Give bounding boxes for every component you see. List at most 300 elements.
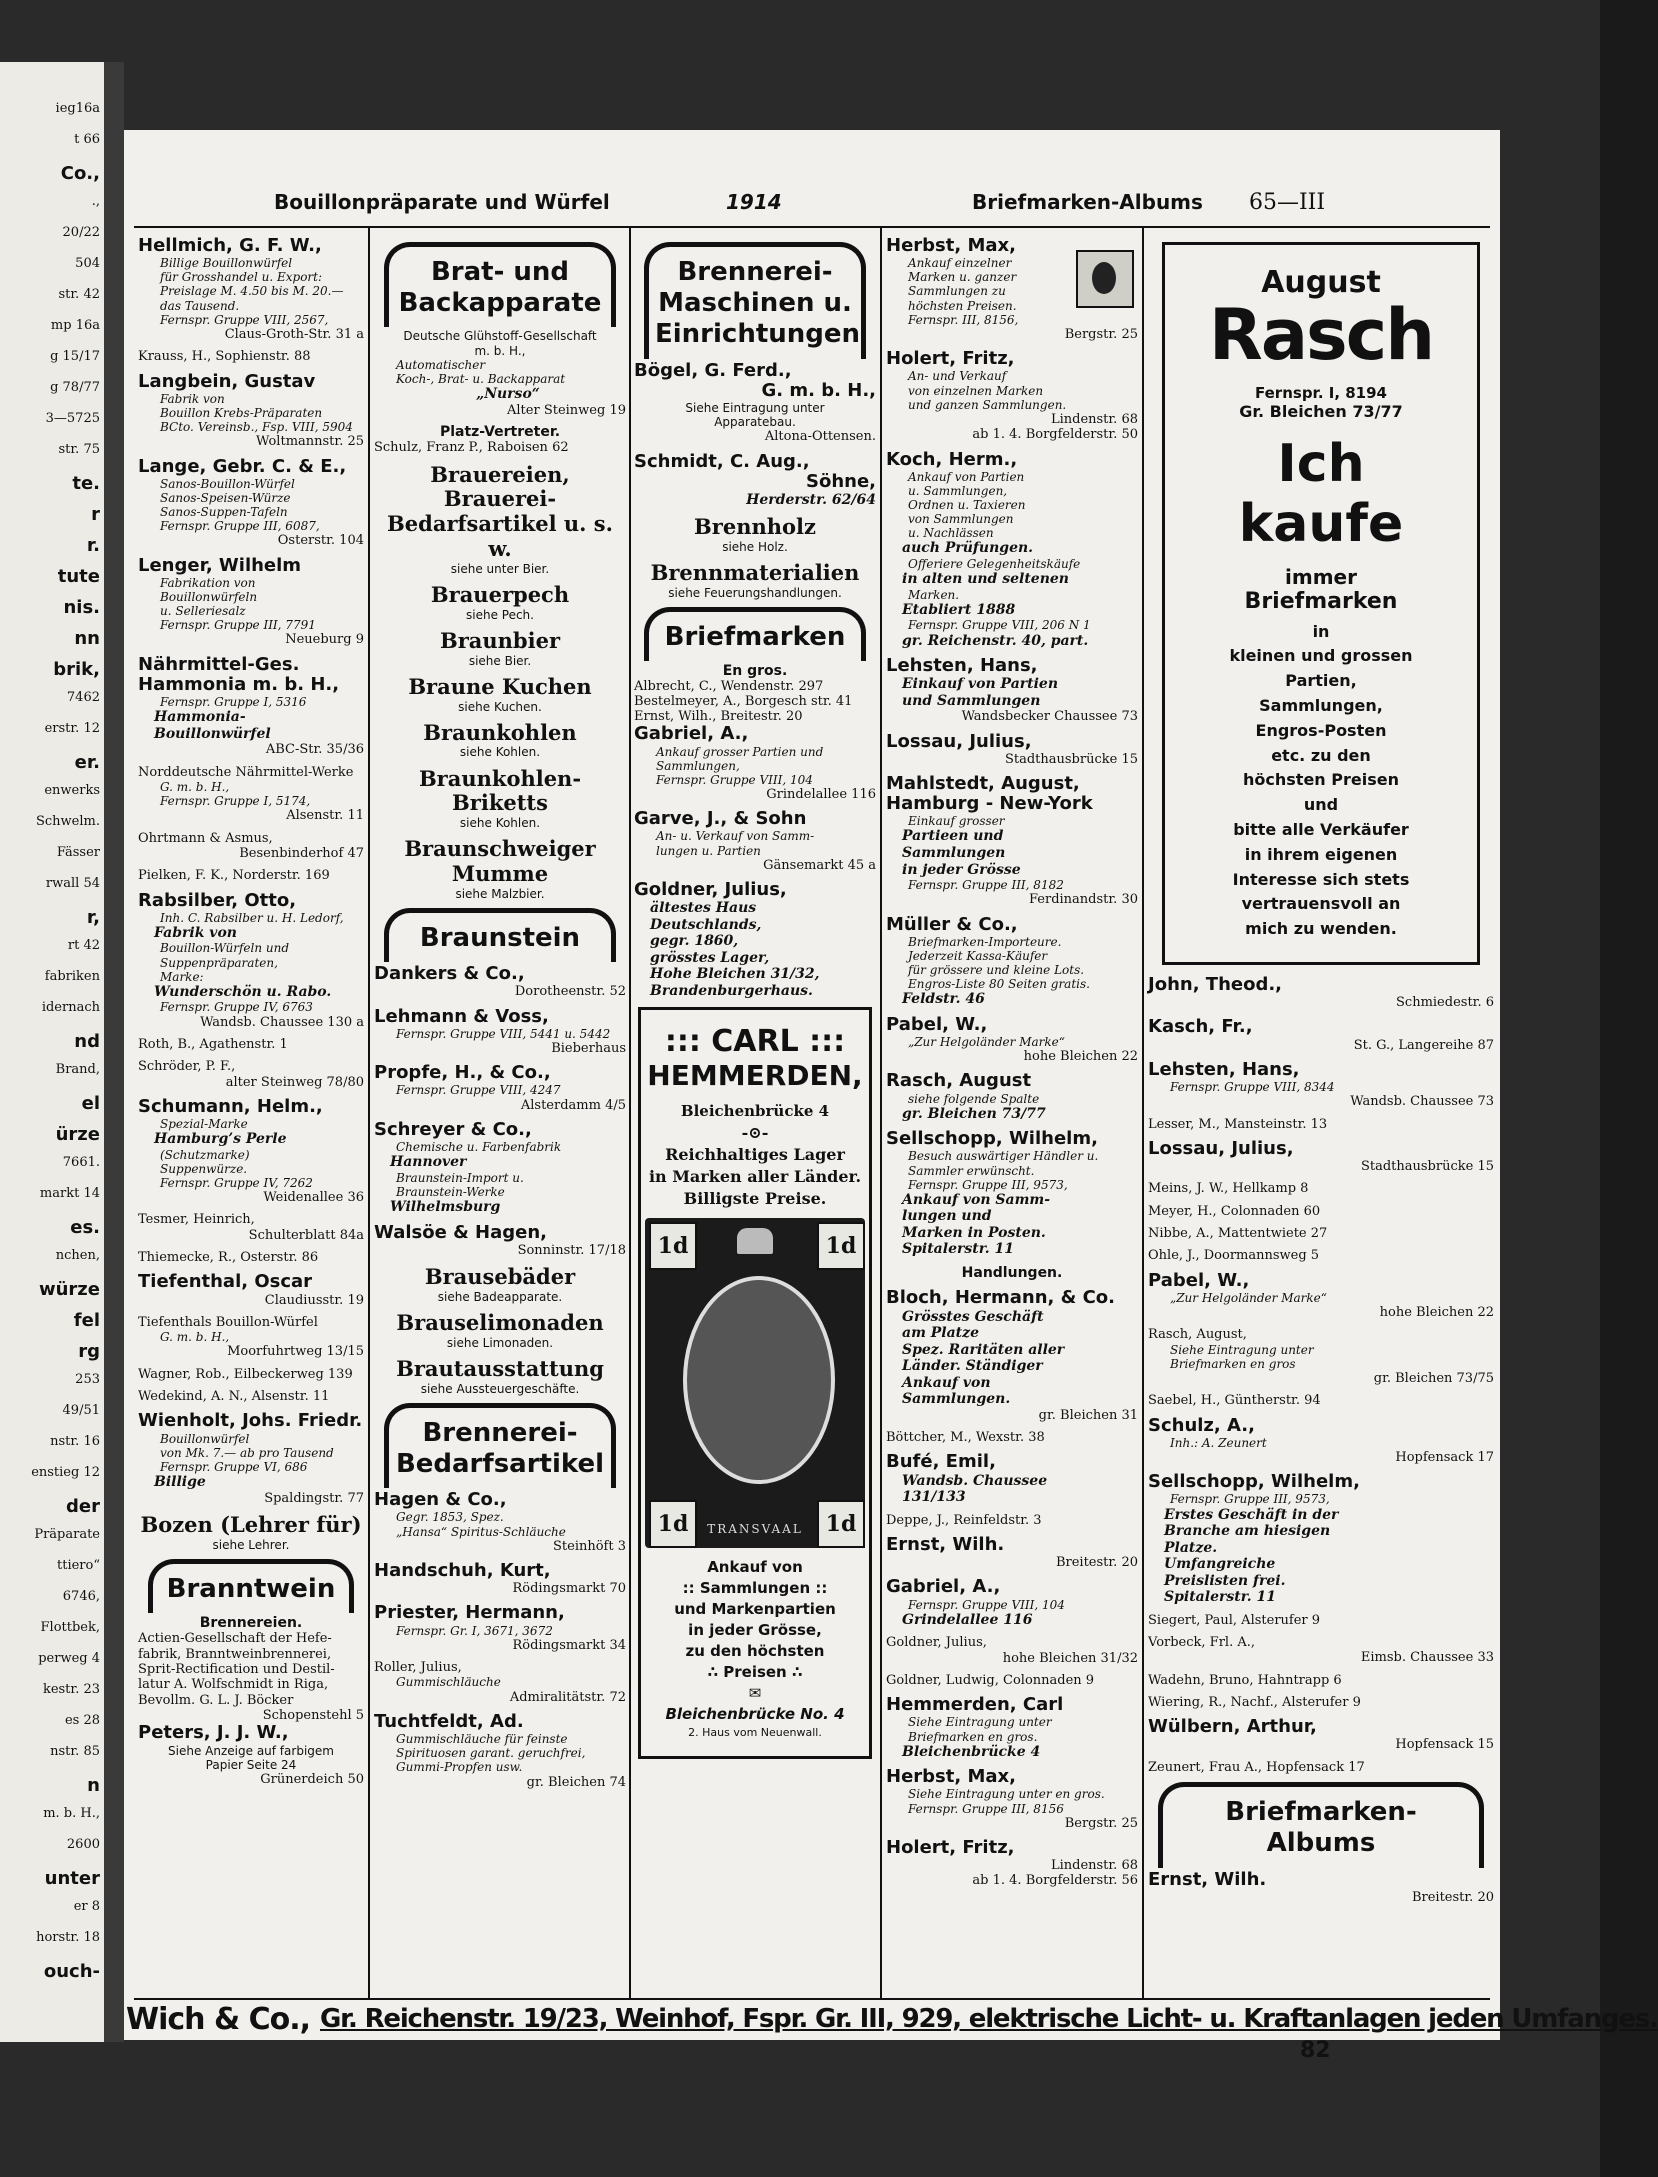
left-page-text: enstieg 12 bbox=[31, 1465, 100, 1480]
entry-highlight: Billige bbox=[154, 1474, 206, 1491]
entry-text: Lesser, M., Mansteinstr. 13 bbox=[1148, 1116, 1328, 1132]
entry-address: Wandsb. Chaussee 130 a bbox=[200, 1014, 364, 1030]
entry-address: gr. Bleichen 31 bbox=[1038, 1407, 1138, 1423]
entry-address: Grindelallee 116 bbox=[766, 787, 876, 802]
directory-entry bbox=[374, 1490, 626, 1554]
entry-highlight: Bleichenbrücke 4 bbox=[902, 1743, 1041, 1760]
directory-entry bbox=[1148, 1416, 1494, 1466]
directory-entry bbox=[374, 1712, 626, 1790]
entry-detail: Briefmarken en gros bbox=[1170, 1356, 1296, 1371]
entry-address: Neueburg 9 bbox=[285, 632, 364, 648]
left-page-text: 504 bbox=[75, 256, 100, 271]
left-page-text: es 28 bbox=[64, 1713, 100, 1728]
entry-address: Stadthausbrücke 15 bbox=[1004, 751, 1138, 767]
entry-detail: Siehe Anzeige auf farbigem bbox=[168, 1743, 334, 1758]
entry-name: Hemmerden, Carl bbox=[886, 1694, 1064, 1716]
entry-highlight: Erstes Geschäft in der bbox=[1164, 1506, 1339, 1523]
entry-detail: höchsten Preisen. bbox=[908, 298, 1017, 313]
entry-detail: Bouillonwürfeln bbox=[160, 589, 258, 604]
entry-text: Böttcher, M., Wexstr. 38 bbox=[886, 1430, 1045, 1446]
entry-detail: Spirituosen garant. geruchfrei, bbox=[396, 1746, 586, 1761]
left-page-text: g 78/77 bbox=[50, 380, 100, 395]
entry-name: Priester, Hermann, bbox=[374, 1602, 565, 1624]
entry-detail: Preislage M. 4.50 bis M. 20.— bbox=[160, 284, 344, 299]
reference-see: siehe unter Bier. bbox=[450, 561, 550, 576]
left-page-text: enwerks bbox=[44, 783, 100, 798]
entry-detail: Fernspr. Gruppe VIII, 2567, bbox=[160, 312, 329, 327]
left-page-text: kestr. 23 bbox=[42, 1682, 100, 1697]
entry-name: Walsöe & Hagen, bbox=[374, 1221, 548, 1243]
advert-text: 2. Haus vom Neuenwall. bbox=[688, 1726, 822, 1740]
entry-detail: Ankauf einzelner bbox=[908, 256, 1012, 271]
entry-name: Lenger, Wilhelm bbox=[138, 554, 302, 576]
entry-highlight: Marken in Posten. bbox=[902, 1224, 1046, 1241]
directory-entry bbox=[886, 1513, 1138, 1528]
advert-title: kaufe bbox=[1238, 493, 1404, 554]
entry-address: Bergstr. 25 bbox=[1064, 326, 1138, 342]
directory-entry bbox=[138, 1272, 364, 1307]
entry-detail: Suppenpräparaten, bbox=[160, 955, 278, 970]
directory-entry bbox=[634, 452, 876, 509]
column-5 bbox=[1148, 236, 1494, 1996]
entry-detail: Sammler erwünscht. bbox=[908, 1163, 1035, 1178]
column-3 bbox=[634, 236, 876, 1996]
entry-address: Weidenallee 36 bbox=[263, 1190, 364, 1206]
reference-see: siehe Badeapparate. bbox=[437, 1289, 563, 1304]
directory-entry bbox=[1148, 1613, 1494, 1628]
header-left: Bouillonpräparate und Würfel bbox=[274, 190, 610, 214]
directory-entry bbox=[1148, 1870, 1494, 1905]
reference-title: Brennholz bbox=[694, 514, 816, 540]
header-rule bbox=[134, 226, 1490, 228]
left-page-text: r bbox=[91, 504, 100, 525]
entry-highlight: Herderstr. 62/64 bbox=[746, 491, 876, 508]
entry-name: Nährmittel-Ges. bbox=[138, 653, 300, 675]
entry-name: Dankers & Co., bbox=[374, 963, 525, 985]
entry-name: Gabriel, A., bbox=[634, 723, 749, 745]
stamp-value: 1d bbox=[649, 1222, 697, 1270]
entry-detail: Marken. bbox=[908, 587, 960, 602]
left-page-text: erstr. 12 bbox=[44, 721, 100, 736]
left-page-text: te. bbox=[72, 473, 100, 494]
entry-text: Wadehn, Bruno, Hahntrapp 6 bbox=[1148, 1672, 1342, 1688]
advert-text: Engros-Posten bbox=[1255, 720, 1387, 740]
entry-text: Meyer, H., Colonnaden 60 bbox=[1148, 1203, 1321, 1219]
entry-highlight: Grindelallee 116 bbox=[902, 1611, 1033, 1628]
entry-detail: Inh. C. Rabsilber u. H. Ledorf, bbox=[160, 910, 344, 925]
entry-address: Alter Steinweg 19 bbox=[507, 402, 626, 418]
entry-address: Bergstr. 25 bbox=[1064, 1815, 1138, 1831]
left-page-text: fel bbox=[73, 1310, 100, 1331]
entry-detail: Marken u. ganzer bbox=[908, 270, 1017, 285]
reference-see: siehe Pech. bbox=[466, 607, 534, 622]
entry-detail: Fernspr. Gruppe VIII, 104 bbox=[908, 1597, 1065, 1612]
transvaal-stamp-image bbox=[645, 1218, 865, 1548]
entry-detail: Offeriere Gelegenheitskäufe bbox=[908, 557, 1081, 571]
entry-address: ab 1. 4. Borgfelderstr. 50 bbox=[972, 427, 1138, 443]
reference-see: siehe Lehrer. bbox=[212, 1537, 290, 1552]
section-box-title: Albums bbox=[1266, 1828, 1376, 1859]
advert-text: etc. zu den bbox=[1271, 745, 1371, 765]
advert-text: höchsten Preisen bbox=[1243, 770, 1399, 790]
entry-address: Schulterblatt 84a bbox=[248, 1227, 364, 1243]
directory-entry bbox=[886, 236, 1138, 342]
directory-entry bbox=[138, 1059, 364, 1090]
entry-text: Wedekind, A. N., Alsenstr. 11 bbox=[138, 1389, 330, 1405]
entry-detail: Sammlungen, bbox=[656, 758, 740, 773]
advert-text: -⊙- bbox=[741, 1123, 769, 1143]
left-page-text: nd bbox=[74, 1031, 100, 1052]
entry-name: Mahlstedt, August, bbox=[886, 773, 1080, 795]
entry-text: Albrecht, C., Wendenstr. 297 bbox=[634, 679, 824, 695]
entry-name: Lange, Gebr. C. & E., bbox=[138, 455, 347, 477]
advert-title: Rasch bbox=[1208, 294, 1434, 376]
entry-address: Breitestr. 20 bbox=[1411, 1889, 1494, 1905]
reference-see: siehe Holz. bbox=[722, 540, 788, 555]
reference-title: Brauerpech bbox=[430, 581, 570, 607]
entry-detail: und ganzen Sammlungen. bbox=[908, 397, 1067, 412]
section-box-title: Briefmarken bbox=[664, 622, 846, 653]
entry-detail: Fernspr. Gruppe I, 5316 bbox=[160, 695, 307, 710]
entry-text: Vorbeck, Frl. A., bbox=[1148, 1635, 1255, 1650]
entry-highlight: „Nurso“ bbox=[476, 386, 540, 402]
entry-highlight: Preislisten frei. bbox=[1164, 1572, 1286, 1589]
entry-detail: Fernspr. Gruppe III, 9573, bbox=[1170, 1492, 1330, 1507]
directory-entry bbox=[886, 732, 1138, 767]
header-right: Briefmarken-Albums bbox=[972, 190, 1203, 214]
directory-entry bbox=[374, 1120, 626, 1216]
entry-text: Wagner, Rob., Eilbeckerweg 139 bbox=[138, 1366, 353, 1382]
entry-text: Ernst, Wilh., Breitestr. 20 bbox=[634, 709, 803, 725]
entry-address: Moorfuhrtweg 13/15 bbox=[227, 1344, 364, 1360]
entry-detail: Fernspr. Gruppe VIII, 8344 bbox=[1170, 1080, 1335, 1095]
entry-highlight: Länder. Ständiger bbox=[902, 1358, 1043, 1375]
advert-text: Bleichenbrücke No. 4 bbox=[665, 1705, 845, 1724]
entry-detail: Fernspr. Gruppe I, 5174, bbox=[160, 794, 311, 809]
entry-highlight: auch Prüfungen. bbox=[902, 540, 1034, 557]
directory-entry bbox=[138, 556, 364, 648]
entry-name: Handschuh, Kurt, bbox=[374, 1560, 551, 1581]
cross-reference bbox=[374, 1265, 626, 1304]
entry-name: Lehsten, Hans, bbox=[1148, 1058, 1300, 1080]
section-box-title: Brat- und bbox=[430, 257, 570, 287]
directory-entry bbox=[1148, 1248, 1494, 1263]
directory-entry bbox=[886, 1430, 1138, 1445]
page-gutter bbox=[104, 62, 124, 2042]
entry-detail: Apparatebau. bbox=[714, 415, 796, 430]
entry-detail: „Zur Helgoländer Marke“ bbox=[908, 1034, 1065, 1049]
entry-address: Bieberhaus bbox=[551, 1040, 626, 1056]
left-page-text: würze bbox=[38, 1279, 100, 1300]
directory-entry bbox=[138, 655, 364, 758]
entry-text: Pielken, F. K., Norderstr. 169 bbox=[138, 868, 330, 884]
crown-ornament bbox=[737, 1228, 773, 1254]
entry-detail: Fabrik von bbox=[160, 391, 225, 406]
directory-entry bbox=[634, 361, 876, 445]
directory-entry bbox=[1148, 1760, 1494, 1775]
entry-address: Besenbinderhof 47 bbox=[239, 845, 364, 861]
advert-text: mich zu wenden. bbox=[1245, 919, 1397, 939]
reference-title: Brautausstattung bbox=[396, 1355, 604, 1381]
left-page-text: ürze bbox=[55, 1124, 100, 1145]
directory-entry bbox=[886, 1635, 1138, 1666]
directory-entry bbox=[374, 1007, 626, 1057]
directory-entry bbox=[1148, 1673, 1494, 1688]
directory-entry bbox=[886, 1838, 1138, 1889]
entry-address: hohe Bleichen 22 bbox=[1023, 1049, 1138, 1065]
entry-detail: u. Selleriesalz bbox=[160, 604, 246, 619]
left-page-text: ieg16a bbox=[55, 101, 100, 116]
entry-detail: Siehe Eintragung unter bbox=[685, 400, 825, 415]
left-page-text: 253 bbox=[75, 1372, 100, 1387]
section-box-title: Brennerei- bbox=[677, 257, 833, 287]
entry-name: Sellschopp, Wilhelm, bbox=[1148, 1471, 1360, 1493]
entry-detail: Siehe Eintragung unter en gros. bbox=[908, 1787, 1105, 1802]
entry-highlight: Brandenburgerhaus. bbox=[650, 982, 813, 999]
left-page-fragment bbox=[0, 62, 104, 2042]
entry-address: Alsterdamm 4/5 bbox=[520, 1097, 626, 1113]
entry-name: Pabel, W., bbox=[886, 1013, 988, 1035]
left-page-text: 20/22 bbox=[62, 225, 100, 240]
entry-highlight: Deutschlands, bbox=[650, 916, 762, 933]
left-page-text: idernach bbox=[41, 1000, 100, 1015]
running-header bbox=[124, 190, 1500, 218]
cross-reference bbox=[374, 675, 626, 714]
entry-address: Wandsb. Chaussee 73 bbox=[1350, 1094, 1494, 1110]
entry-detail: lungen u. Partien bbox=[656, 843, 761, 858]
entry-detail: BCto. Vereinsb., Fsp. VIII, 5904 bbox=[160, 420, 353, 435]
reference-title: Brauselimonaden bbox=[396, 1309, 604, 1335]
left-page-text: ttiero“ bbox=[57, 1558, 100, 1573]
left-page-text: tute bbox=[57, 566, 100, 587]
entry-name: Ernst, Wilh. bbox=[1148, 1868, 1267, 1890]
entry-name: Sellschopp, Wilhelm, bbox=[886, 1128, 1098, 1150]
left-page-text: r. bbox=[86, 535, 100, 556]
entry-address: Stadthausbrücke 15 bbox=[1360, 1159, 1494, 1175]
directory-entry bbox=[138, 1389, 364, 1404]
entry-highlight: Bouillonwürfel bbox=[154, 725, 271, 742]
entry-detail: Fernspr. Gruppe III, 8156 bbox=[908, 1801, 1064, 1816]
left-page-text: 7661. bbox=[62, 1155, 100, 1170]
left-page-text: nchen, bbox=[55, 1248, 100, 1263]
reference-see: siehe Kuchen. bbox=[458, 699, 542, 714]
entry-text: G. m. b. H., bbox=[160, 779, 230, 794]
entry-highlight: Platze. bbox=[1164, 1539, 1218, 1556]
cross-reference bbox=[138, 1513, 364, 1552]
entry-detail: „Zur Helgoländer Marke“ bbox=[1170, 1290, 1327, 1305]
entry-highlight: Wandsb. Chaussee bbox=[902, 1472, 1048, 1489]
entry-address: Osterstr. 104 bbox=[277, 533, 364, 549]
directory-entry bbox=[886, 1767, 1138, 1831]
section-box-title: Branntwein bbox=[166, 1573, 336, 1604]
section-box-briefmarken-albums bbox=[1158, 1782, 1484, 1867]
entry-text: Thiemecke, R., Osterstr. 86 bbox=[138, 1250, 319, 1266]
entry-address: Spaldingstr. 77 bbox=[264, 1490, 364, 1506]
entry-name: Schreyer & Co., bbox=[374, 1118, 532, 1140]
section-heading: Handlungen. bbox=[961, 1264, 1063, 1281]
footer-text: Gr. Reichenstr. 19/23, Weinhof, Fspr. Gr. III, 929, elektrische Licht- u. Kraftanlagen jeden Umfanges. bbox=[320, 2004, 1658, 2034]
section-box-brennerei-bedarf bbox=[384, 1403, 616, 1488]
advert-text: vertrauensvoll an bbox=[1241, 894, 1401, 914]
directory-entry bbox=[1148, 1695, 1494, 1710]
entry-name: Wienholt, Johs. Friedr. bbox=[138, 1410, 363, 1432]
left-page-text: rt 42 bbox=[67, 938, 100, 953]
advert-text: Bleichenbrücke 4 bbox=[680, 1102, 830, 1121]
advert-text: immer bbox=[1285, 564, 1357, 589]
entry-detail: Fernspr. Gruppe VIII, 206 N 1 bbox=[908, 618, 1091, 633]
stamp-value: 1d bbox=[817, 1500, 865, 1548]
column-rule-2 bbox=[629, 228, 631, 1998]
entry-text: Bestelmeyer, A., Borgesch str. 41 bbox=[634, 694, 853, 710]
reference-see: siehe Kohlen. bbox=[459, 816, 541, 831]
entry-detail: Actien-Gesellschaft der Hefe- bbox=[138, 1631, 332, 1647]
entry-detail: Fernspr. Gruppe VIII, 5441 u. 5442 bbox=[396, 1026, 611, 1041]
reference-title: Bedarfsartikel u. s. w. bbox=[387, 511, 613, 561]
reference-title: Brennmaterialien bbox=[650, 560, 860, 586]
reference-see: siehe Bier. bbox=[468, 653, 532, 668]
left-page-text: fabriken bbox=[44, 969, 100, 984]
entry-name: Goldner, Julius, bbox=[634, 879, 787, 901]
directory-entry bbox=[634, 724, 876, 802]
entry-highlight: ältestes Haus bbox=[650, 900, 757, 917]
entry-detail: Automatischer bbox=[396, 357, 486, 372]
advert-text: kleinen und grossen bbox=[1229, 646, 1413, 666]
entry-detail: u. Sammlungen, bbox=[908, 483, 1008, 498]
entry-name: John, Theod., bbox=[1148, 973, 1283, 995]
section-box-title: Backapparate bbox=[398, 288, 602, 319]
entry-address: Ferdinandstr. 30 bbox=[1028, 892, 1138, 908]
entry-detail: Sammlungen zu bbox=[908, 284, 1006, 299]
directory-entry bbox=[138, 1212, 364, 1243]
entry-name: Bögel, G. Ferd., bbox=[634, 359, 792, 381]
left-page-text: 6746, bbox=[62, 1589, 100, 1604]
section-box-branntwein bbox=[148, 1559, 354, 1613]
entry-highlight: Hammonia- bbox=[154, 709, 246, 726]
left-page-text: str. 42 bbox=[58, 287, 100, 302]
entry-detail: Chemische u. Farbenfabrik bbox=[396, 1140, 562, 1155]
entry-name: Kasch, Fr., bbox=[1148, 1016, 1253, 1038]
cross-reference bbox=[374, 629, 626, 668]
left-page-text: Schwelm. bbox=[36, 814, 100, 829]
directory-entry bbox=[1148, 1017, 1494, 1052]
advert-text: in Marken aller Länder. bbox=[648, 1167, 862, 1187]
entry-detail: (Schutzmarke) bbox=[160, 1147, 250, 1162]
entry-name: Ernst, Wilh. bbox=[886, 1533, 1005, 1555]
entry-name: Tuchtfeldt, Ad. bbox=[374, 1710, 524, 1732]
advert-title: August bbox=[1261, 265, 1381, 300]
left-page-text: el bbox=[81, 1093, 100, 1114]
entry-name: Hellmich, G. F. W., bbox=[138, 235, 322, 256]
header-year: 1914 bbox=[726, 190, 782, 214]
left-page-text: Flottbek, bbox=[40, 1620, 100, 1635]
entry-name: Schulz, A., bbox=[1148, 1414, 1255, 1436]
directory-entry bbox=[1148, 1060, 1494, 1110]
entry-highlight: Sammlungen bbox=[902, 845, 1006, 861]
entry-address: Wandsbecker Chaussee 73 bbox=[961, 709, 1138, 725]
directory-entry bbox=[138, 1615, 364, 1787]
directory-entry bbox=[886, 1265, 1138, 1282]
left-page-text: Co., bbox=[60, 163, 100, 184]
entry-detail: Siehe Eintragung unter bbox=[908, 1715, 1052, 1730]
directory-entry bbox=[886, 1129, 1138, 1258]
entry-address: Hopfensack 15 bbox=[1395, 1737, 1494, 1753]
entry-detail: Fabrikation von bbox=[160, 575, 256, 590]
entry-detail: Einkauf grosser bbox=[908, 814, 1005, 829]
advert-text: in ihrem eigenen bbox=[1244, 844, 1398, 864]
entry-text: G. m. b. H., bbox=[160, 1330, 230, 1345]
section-box-brat bbox=[384, 242, 616, 327]
entry-detail: von einzelnen Marken bbox=[908, 383, 1044, 398]
entry-text: Norddeutsche Nährmittel-Werke bbox=[138, 764, 354, 780]
entry-highlight: Fabrik von bbox=[154, 924, 237, 941]
entry-text: Tesmer, Heinrich, bbox=[138, 1212, 255, 1228]
entry-name: Pabel, W., bbox=[1148, 1269, 1250, 1291]
advert-text: Interesse sich stets bbox=[1232, 869, 1410, 889]
advert-text: :: Sammlungen :: bbox=[682, 1579, 828, 1598]
entry-detail: Koch-, Brat- u. Backapparat bbox=[396, 371, 566, 386]
directory-entry bbox=[886, 656, 1138, 725]
left-page-text: brik, bbox=[53, 659, 100, 680]
entry-address: alter Steinweg 78/80 bbox=[225, 1074, 364, 1090]
entry-detail: Sanos-Bouillon-Würfel bbox=[160, 476, 295, 491]
entry-highlight: lungen und bbox=[902, 1208, 992, 1225]
left-page-text: Fässer bbox=[56, 845, 100, 860]
left-page-text: g 15/17 bbox=[50, 349, 100, 364]
directory-entry bbox=[886, 1577, 1138, 1628]
entry-text: Deppe, J., Reinfeldstr. 3 bbox=[886, 1512, 1042, 1528]
entry-detail: Braunstein-Import u. bbox=[396, 1170, 524, 1185]
entry-detail: u. Nachlässen bbox=[908, 526, 994, 541]
reference-title: Braunkohlen-Briketts bbox=[418, 765, 582, 816]
entry-detail: Fernspr. Gruppe VIII, 4247 bbox=[396, 1083, 561, 1098]
footer-rule bbox=[134, 1998, 1490, 2000]
advert-text: bitte alle Verkäufer bbox=[1233, 819, 1409, 839]
left-page-text: markt 14 bbox=[39, 1186, 100, 1201]
entry-detail: „Hansa“ Spiritus-Schläuche bbox=[396, 1524, 566, 1539]
entry-detail: Fernspr. Gruppe III, 9573, bbox=[908, 1177, 1068, 1192]
entry-name: Koch, Herm., bbox=[886, 448, 1018, 470]
entry-text: Roth, B., Agathenstr. 1 bbox=[138, 1036, 288, 1052]
entry-detail: Gegr. 1853, Spez. bbox=[396, 1510, 504, 1525]
entry-address: gr. Bleichen 73/75 bbox=[1373, 1370, 1494, 1386]
entry-text: Tiefenthals Bouillon-Würfel bbox=[138, 1314, 318, 1330]
left-page-text: 2600 bbox=[66, 1837, 100, 1852]
entry-highlight: Hohe Bleichen 31/32, bbox=[650, 966, 820, 983]
directory-entry bbox=[374, 1223, 626, 1258]
entry-detail: das Tausend. bbox=[160, 298, 240, 313]
entry-detail: Fernspr. Gr. I, 3671, 3672 bbox=[396, 1623, 553, 1638]
entry-name: Herbst, Max, bbox=[886, 235, 1016, 256]
entry-address: Lindenstr. 68 bbox=[1050, 411, 1138, 427]
left-page-text: rwall 54 bbox=[45, 876, 100, 891]
entry-text: Schulz, Franz P., Raboisen 62 bbox=[374, 440, 569, 456]
entry-detail: für grössere und kleine Lots. bbox=[908, 962, 1085, 977]
entry-highlight: Branche am hiesigen bbox=[1164, 1523, 1331, 1540]
entry-highlight: Spez. Raritäten aller bbox=[902, 1341, 1065, 1358]
advert-text: in bbox=[1312, 621, 1330, 641]
entry-address: Grünerdeich 50 bbox=[260, 1771, 364, 1787]
directory-entry bbox=[1148, 1181, 1494, 1196]
entry-name: Gabriel, A., bbox=[886, 1576, 1001, 1598]
entry-address: Admiralitätstr. 72 bbox=[509, 1689, 626, 1705]
entry-address: Sonninstr. 17/18 bbox=[517, 1242, 626, 1258]
directory-entry bbox=[138, 1037, 364, 1052]
advert-text: Partien, bbox=[1285, 671, 1357, 691]
cross-reference bbox=[634, 561, 876, 600]
entry-name: Rabsilber, Otto, bbox=[138, 889, 297, 911]
directory-entry bbox=[886, 1695, 1138, 1760]
left-page-text: rg bbox=[78, 1341, 100, 1362]
